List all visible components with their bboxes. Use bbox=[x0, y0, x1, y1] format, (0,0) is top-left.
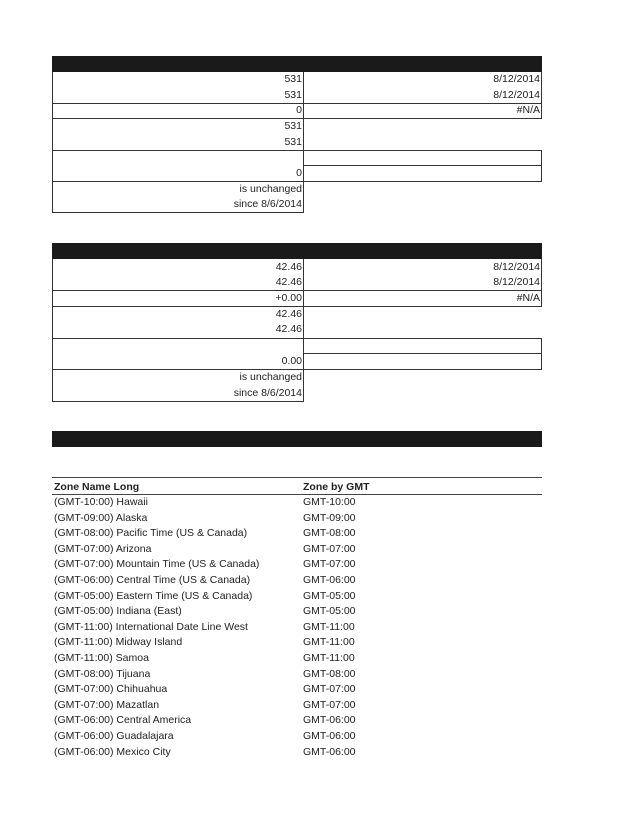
border-line bbox=[303, 259, 304, 401]
border-line bbox=[52, 150, 542, 151]
tz-header-top-line bbox=[52, 477, 542, 478]
block2-left-cell: 42.46 bbox=[275, 261, 302, 273]
table-row bbox=[52, 526, 542, 541]
block1-left-cell: 531 bbox=[284, 89, 302, 101]
border-line bbox=[541, 259, 542, 306]
border-line bbox=[52, 369, 542, 370]
border-line bbox=[541, 338, 542, 370]
table-row bbox=[52, 604, 542, 619]
block2-left-cell: 42.46 bbox=[275, 308, 302, 320]
tz-zone-gmt-cell: GMT-06:00 bbox=[303, 745, 356, 758]
block2-header-bar bbox=[52, 243, 542, 259]
block2-right-cell: 8/12/2014 bbox=[493, 261, 540, 273]
table-row bbox=[52, 557, 542, 572]
table-row bbox=[52, 635, 542, 650]
table-row bbox=[52, 698, 542, 713]
tz-zone-name-cell: (GMT-07:00) Mountain Time (US & Canada) bbox=[54, 558, 260, 571]
block1-left-cell: since 8/6/2014 bbox=[233, 198, 302, 210]
block2-left-cell: 42.46 bbox=[275, 323, 302, 335]
block2-left-cell: 0.00 bbox=[281, 355, 302, 367]
table-row bbox=[52, 495, 542, 510]
border-line bbox=[52, 212, 304, 213]
tz-zone-name-cell: (GMT-08:00) Pacific Time (US & Canada) bbox=[54, 527, 248, 540]
tz-zone-name-cell: (GMT-11:00) International Date Line West bbox=[54, 620, 248, 633]
block2-right-cell: #N/A bbox=[516, 292, 540, 304]
border-line bbox=[303, 72, 304, 213]
tz-zone-name-cell: (GMT-06:00) Guadalajara bbox=[54, 730, 174, 742]
tz-zone-name-cell: (GMT-07:00) Chihuahua bbox=[54, 683, 168, 696]
tz-zone-name-cell: (GMT-05:00) Indiana (East) bbox=[54, 605, 182, 618]
tz-zone-gmt-cell: GMT-07:00 bbox=[303, 683, 356, 696]
table-row bbox=[52, 573, 542, 588]
tz-zone-gmt-cell: GMT-05:00 bbox=[303, 605, 356, 618]
border-line bbox=[52, 103, 542, 104]
tz-zone-name-cell: (GMT-11:00) Midway Island bbox=[54, 636, 183, 649]
tz-zone-name-cell: (GMT-08:00) Tijuana bbox=[54, 667, 151, 680]
block1-left-cell: 0 bbox=[296, 167, 302, 179]
block1-right-cell: 8/12/2014 bbox=[493, 73, 540, 85]
tz-zone-gmt-cell: GMT-09:00 bbox=[303, 511, 356, 524]
tz-zone-gmt-cell: GMT-07:00 bbox=[303, 698, 356, 711]
tz-zone-name-cell: (GMT-07:00) Mazatlan bbox=[54, 698, 160, 711]
block2-left-cell: is unchanged bbox=[239, 371, 302, 383]
table-row bbox=[52, 651, 542, 666]
table-row bbox=[52, 620, 542, 635]
border-line bbox=[52, 118, 542, 119]
tz-zone-gmt-cell: GMT-11:00 bbox=[303, 636, 355, 649]
block3-header-bar bbox=[52, 431, 542, 447]
tz-zone-name-cell: (GMT-06:00) Mexico City bbox=[54, 745, 171, 758]
tz-zone-gmt-cell: GMT-06:00 bbox=[303, 730, 356, 742]
border-line bbox=[52, 290, 542, 291]
tz-zone-name-cell: (GMT-09:00) Alaska bbox=[54, 511, 148, 524]
block1-left-cell: is unchanged bbox=[239, 183, 302, 195]
tz-zone-gmt-cell: GMT-11:00 bbox=[303, 620, 355, 633]
table-row bbox=[52, 713, 542, 728]
tz-zone-gmt-cell: GMT-07:00 bbox=[303, 542, 356, 555]
block2-left-cell: 42.46 bbox=[275, 276, 302, 288]
block1-left-cell: 531 bbox=[284, 136, 302, 148]
table-row bbox=[52, 729, 542, 744]
table-row bbox=[52, 542, 542, 557]
tz-zone-name-cell: (GMT-11:00) Samoa bbox=[54, 652, 149, 664]
block1-left-cell: 531 bbox=[284, 120, 302, 132]
tz-zone-name-cell: (GMT-06:00) Central Time (US & Canada) bbox=[54, 574, 251, 586]
table-row bbox=[52, 511, 542, 526]
table-row bbox=[52, 745, 542, 760]
tz-zone-gmt-cell: GMT-11:00 bbox=[303, 652, 355, 664]
tz-zone-gmt-cell: GMT-06:00 bbox=[303, 714, 356, 727]
tz-header-zone-gmt: Zone by GMT bbox=[303, 481, 370, 493]
block2-right-cell: 8/12/2014 bbox=[493, 276, 540, 288]
tz-zone-name-cell: (GMT-05:00) Eastern Time (US & Canada) bbox=[54, 589, 253, 602]
border-line bbox=[52, 181, 542, 182]
block1-left-cell: 531 bbox=[284, 73, 302, 85]
border-line bbox=[52, 401, 304, 402]
tz-header-zone-name: Zone Name Long bbox=[54, 481, 140, 493]
border-line bbox=[52, 306, 542, 307]
block2-left-cell: since 8/6/2014 bbox=[233, 387, 302, 399]
tz-zone-gmt-cell: GMT-07:00 bbox=[303, 558, 356, 571]
table-row bbox=[52, 682, 542, 697]
block1-right-cell: #N/A bbox=[516, 104, 540, 116]
border-line bbox=[52, 72, 53, 213]
block1-right-cell: 8/12/2014 bbox=[493, 89, 540, 101]
block1-left-cell: 0 bbox=[296, 104, 302, 116]
border-line bbox=[303, 353, 542, 354]
block1-header-bar bbox=[52, 56, 542, 72]
table-row bbox=[52, 589, 542, 604]
border-line bbox=[541, 72, 542, 118]
border-line bbox=[52, 338, 542, 339]
border-line bbox=[303, 165, 542, 166]
border-line bbox=[541, 150, 542, 182]
tz-zone-gmt-cell: GMT-08:00 bbox=[303, 527, 356, 540]
table-row bbox=[52, 667, 542, 682]
border-line bbox=[52, 259, 53, 401]
tz-zone-name-cell: (GMT-10:00) Hawaii bbox=[54, 496, 148, 508]
tz-zone-name-cell: (GMT-06:00) Central America bbox=[54, 714, 192, 727]
tz-zone-name-cell: (GMT-07:00) Arizona bbox=[54, 542, 152, 555]
tz-zone-gmt-cell: GMT-08:00 bbox=[303, 667, 356, 680]
tz-zone-gmt-cell: GMT-06:00 bbox=[303, 574, 356, 586]
tz-zone-gmt-cell: GMT-05:00 bbox=[303, 589, 356, 602]
tz-zone-gmt-cell: GMT-10:00 bbox=[303, 496, 356, 508]
tz-header-row bbox=[52, 480, 542, 495]
block2-left-cell: +0.00 bbox=[275, 292, 302, 304]
